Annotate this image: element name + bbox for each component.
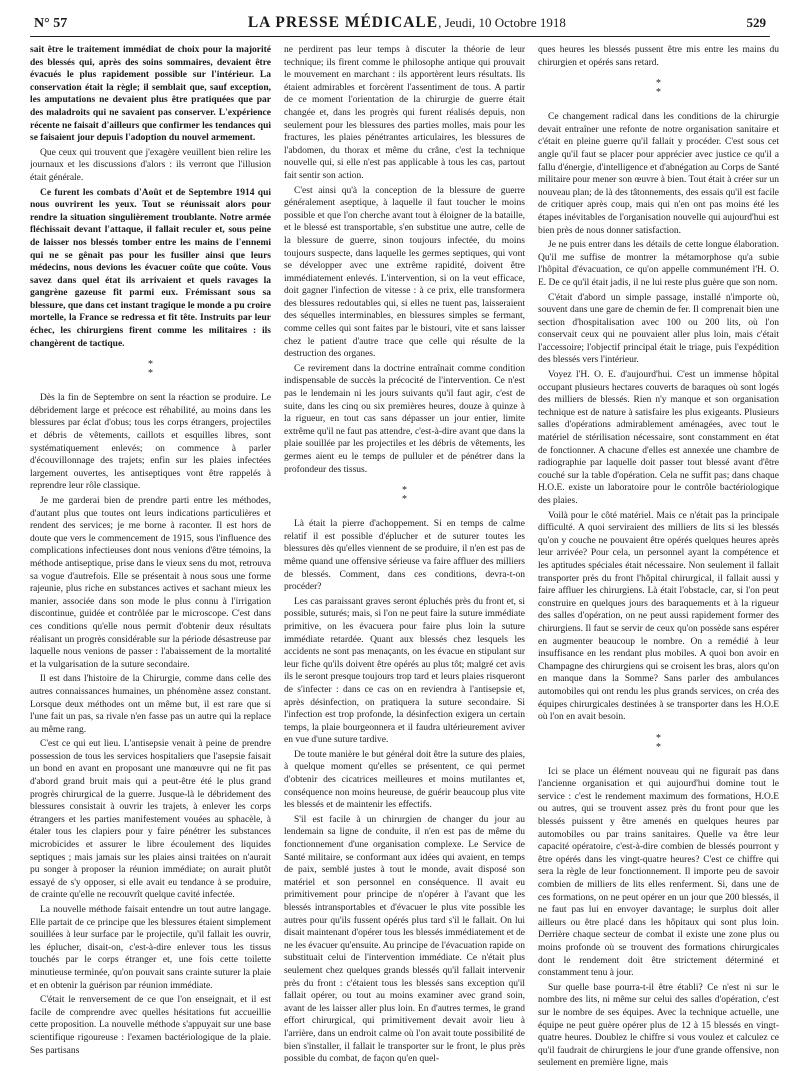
paragraph: Voyez l'H. O. E. d'aujourd'hui. C'est un immense hôpital occupant plusieurs hectares couverts de baraques où sont logés des milliers de blessés. Rien n'y manque et son organisation technique est de nature à satisfaire les plus exigeants. Plusieurs salles d'opérations admirablement aménagées, avec tout le matériel de stérilisation nécessaire, sont constamment en état de fonctionner. A chacune d'elles est annexée une chambre de radiographie par laquelle doit passer tout blessé avant d'être couché sur la table d'opération. Cela ne suffit pas; dans chaque H.O.E. existe un laboratoire pour le contrôle bactériologique des plaies. [538, 370, 779, 506]
paragraph: Ici se place un élément nouveau qui ne figurait pas dans l'ancienne organisation et qui aujourd'hui domine tout le service : c'est le rendement maximum des formations, H.O.E ou autres, qui se trouvent assez près du front pour que les blessés puissent y être amenés en quelques heures par automobiles ou par trains sanitaires. Quelle va être leur capacité opératoire, c'est-à-dire combien de blessés pourront y être opérés dans les vingt-quatre heures? C'est ce chiffre qui sera la règle de leur fonctionnement. Il importe peu de savoir combien de milliers de lits elles renferment. Si, dans une de ces formations, on ne peut opérer en un jour que 200 blessés, il ne faut pas lui en envoyer davantage; le surplus doit aller ailleurs ou être placé dans les hôpitaux qui sont plus loin. Derrière chaque secteur de combat il existe une zone plus ou moins profonde où se trouvent des formations chirurgicales dont le rendement doit être strictement déterminé et constamment tenu à jour. [538, 766, 779, 979]
paragraph: Ce furent les combats d'Août et de Septembre 1914 qui nous ouvrirent les yeux. Tout se réunissait alors pour rendre la situation singulièrement troublante. Notre armée fléchissait devant l'attaque, il fallait reculer et, sous peine de laisser nos blessés tomber entre les mains de l'ennemi qui ne se gênait pas pour les fusiller ainsi que leurs médecins, nous devions les évacuer coûte que coûte. Vous savez dans quel état ils arrivaient et quels ravages la gangrène gazeuse fit parmi eux. Frémissant sous sa blessure, que dans cet instant tragique le monde a pu croire mortelle, la France se redressa et fit tête. Instruits par leur échec, les chirurgiens firent comme les militaires : ils changèrent de tactique. [30, 187, 271, 349]
text-columns [30, 44, 779, 1076]
paragraph: ques heures les blessés pussent être mis entre les mains du chirurgien et opérés sans retard. [538, 45, 779, 68]
paragraph: Je ne puis entrer dans les détails de cette longue élaboration. Qu'il me suffise de montrer la métamorphose qu'a subie l'hôpital d'évacuation, ce qu'on appelle communément l'H. O. E. De ce qu'il était jadis, il ne lui reste plus guère que son nom. [538, 240, 779, 288]
paragraph: Les cas paraissant graves seront épluchés près du front et, si possible, suturés; mais, si l'on ne peut faire la suture immédiate primitive, on les évacuera pour faire plus loin la suture immédiate retardée. Quant aux blessés chez lesquels les accidents ne sont pas menaçants, on les évacue en stipulant sur leur fiche qu'ils doivent être opérés au plus tôt; malgré cet avis ils le seront presque toujours trop tard et leurs plaies risqueront de s'infecter : dans ce cas on en reviendra à l'antisepsie et, après désinfection, on pratiquera la suture secondaire. Si l'infection est trop profonde, la désinfection exigera un certain temps, la plaie bourgeonnera et il faudra ultérieurement aviver en vue d'une suture tardive. [284, 596, 525, 746]
paragraph: C'était le renversement de ce que l'on enseignait, et il est facile de comprendre avec quelles hésitations fut accueillie cette proposition. La nouvelle méthode s'appuyait sur une base scientifique rigoureuse : l'examen bactériologique de la plaie. Ses partisans [30, 995, 271, 1056]
masthead [248, 14, 566, 32]
section-separator: * * [402, 485, 407, 506]
paragraph: Sur quelle base pourra-t-il être établi? Ce n'est ni sur le nombre des lits, ni même sur celui des salles d'opération, c'est sur le nombre de ses équipes. Avec la technique actuelle, une équipe ne peut guère opérer plus de 12 à 15 blessés en vingt-quatre heures. Doublez le chiffre si vous voulez et calculez ce qu'il faudrait de chirurgiens le jour d'une grande offensive, non seulement en première ligne, mais [538, 982, 779, 1069]
column-2 [284, 44, 525, 1076]
paragraph: C'est ainsi qu'à la conception de la blessure de guerre généralement aseptique, à laquelle il faut toucher le moins possible et que l'on cherche avant tout à éloigner de la bataille, et le blessé est transportable, s'en substitue une autre, celle de la blessure de guerre, sinon toujours infectée, du moins toujours suspecte, dans laquelle les germes septiques, qui vont se développer avec une extrême rapidité, doivent être immédiatement enlevés. L'intervention, si on la veut efficace, doit gagner l'infection de vitesse : à ce prix, elle transformera des blessures redoutables qui, si elles ne tuent pas, laisseraient des séquelles interminables, en blessures simples se fermant, comme celles qui sont faites par le bistouri, vite et sans laisser chez le patient d'autre trace que celle qui résulte de la destruction des organes. [284, 185, 525, 360]
paragraph: Que ceux qui trouvent que j'exagère veuillent bien relire les journaux et les discussions d'alors : ils verront que l'illusion était générale. [30, 147, 271, 183]
section-separator: * * [148, 359, 153, 380]
issue-date: , Jeudi, 10 Octobre 1918 [438, 15, 566, 30]
paragraph: Là était la pierre d'achoppement. Si en temps de calme relatif il est possible d'éplucher et de suturer toutes les blessures dès qu'elles viennent de se produire, il n'en est pas de même quand une offensive sérieuse va faire affluer des milliers de blessés. Comment, dans ces conditions, devra-t-on procéder? [284, 519, 525, 593]
paragraph: Ce changement radical dans les conditions de la chirurgie devait entraîner une refonte de notre organisation sanitaire et c'était en pleine guerre qu'il fallait y procéder. C'est sous cet angle qu'il faut se placer pour apprécier avec justice ce qu'il a fallu d'énergie, d'intelligence et d'abnégation au Corps de Santé militaire pour mener son œuvre à bien. Tout était à créer sur un nouveau plan; de là des tâtonnements, des essais qu'il est facile de critiquer après coup, mais qui n'en ont pas moins été les étapes inévitables de l'organisation nouvelle qui aujourd'hui est bien près de nous donner satisfaction. [538, 112, 779, 236]
paragraph: Il est dans l'histoire de la Chirurgie, comme dans celle des autres connaissances humaines, un phénomène assez constant. Lorsque deux méthodes ont un même but, il est rare que si l'une fait un pas, sa rivale n'en fasse pas un autre qui la replace au même rang. [30, 674, 271, 735]
header-rule [30, 36, 770, 37]
page-number: 529 [746, 15, 766, 30]
journal-title: LA PRESSE MÉDICALE [247, 14, 439, 31]
paragraph: Dès la fin de Septembre on sent la réaction se produire. Le débridement large et précoce est réhabilité, au moins dans les blessures par éclat d'obus; tous les corps étrangers, projectiles et débris de vêtements, caillots et esquilles libres, sont systématiquement enlevés; on commence à parler d'écouvillonnage des trajets; enfin sur les plaies infectées largement ouvertes, les antiseptiques vont être rappelés à reprendre leur rôle classique. [30, 393, 271, 492]
section-separator: * * [656, 732, 661, 753]
paragraph: Ce revirement dans la doctrine entraînait comme condition indispensable de succès la précocité de l'intervention. Ce n'est pas le lendemain ni les jours suivants qu'il faut agir, c'est de suite, dans les cinq ou six premières heures, douze à quinze à la rigueur, en tout cas sans dépasser un jour entier, limite extrême qu'il ne faut pas attendre, c'est-à-dire avant que dans la plaie souillée par les projectiles et les débris de vêtements, les germes aient eu le temps de pulluler et de pénétrer dans la profondeur des tissus. [284, 363, 525, 475]
column-3 [538, 44, 779, 1076]
column-1 [30, 44, 271, 1076]
paragraph: sait être le traitement immédiat de choix pour la majorité des blessés qui, après des soins sommaires, devaient être évacués le plus rapidement possible sur l'intérieur. La conservation était la règle; il semblait que, sauf exception, les amputations ne devaient plus être pratiquées que par des maladroits qui ne savaient pas conserver. L'expérience récente ne faisait d'ailleurs que confirmer les tendances qui se faisaient jour depuis l'adoption du nouvel armement. [30, 45, 271, 144]
section-separator: * * [656, 78, 661, 99]
paragraph: De toute manière le but général doit être la suture des plaies, à quelque moment qu'elles se présentent, ce qui permet d'obtenir des cicatrices meilleures et moins mutilantes et, conséquence non moins heureuse, de guérir beaucoup plus vite les blessés et de maintenir les effectifs. [284, 749, 525, 811]
page-header [34, 14, 766, 34]
paragraph: S'il est facile à un chirurgien de changer du jour au lendemain sa ligne de conduite, il n'en est pas de même du fonctionnement d'une organisation complexe. Le Service de Santé militaire, se conformant aux idées qui avaient, en temps de paix, semblé justes à tout le monde, avait disposé son matériel et son personnel en conséquence. Il avait eu primitivement pour principe de n'opérer à l'avant que les blessés intransportables et d'évacuer le plus vite possible les autres pour qu'ils fussent opérés plus tard s'il le fallait. On lui disait maintenant d'opérer tous les blessés immédiatement et de ne les évacuer qu'ensuite. Au principe de l'évacuation rapide on substituait celui de l'intervention immédiate. Ce n'était plus seulement chez quelques grands blessés qu'il fallait intervenir près du front : c'étaient tous les blessés sans exception qu'il fallait opérer, ou tout au moins examiner avec grand soin, avant de les laisser aller plus loin. En d'autres termes, le grand effort chirurgical, qui primitivement devait avoir lieu à l'arrière, dans un endroit calme où l'on avait toute possibilité de bien s'installer, il fallait le transporter sur le front, le plus près possible du combat, de façon qu'en quel- [284, 814, 525, 1065]
paragraph: C'était d'abord un simple passage, installé n'importe où, souvent dans une gare de chemin de fer. Il comprenait bien une section d'hospitalisation avec 100 ou 200 lits, où l'on conservait ceux qui ne pouvaient aller plus loin, mais c'était l'accessoire; l'objectif principal était le triage, puis l'expédition des blessés vers l'intérieur. [538, 292, 779, 366]
issue-number: N° 57 [34, 16, 68, 31]
paragraph: Voilà pour le côté matériel. Mais ce n'était pas la principale difficulté. A quoi serviraient des milliers de lits si les blessés qu'on y couche ne pouvaient être opérés quelques heures après leur arrivée? Pour cela, un personnel ayant la compétence et les aptitudes spéciales était nécessaire. Non seulement il fallait transporter près du front l'hôpital chirurgical, il fallait aussi y faire affluer les chirurgiens. Là était l'obstacle, car, si l'on peut construire en quelques jours des baraquements et à la rigueur des salles d'opération, on ne peut aussi rapidement former des chirurgiens. Il faut se servir de ceux qu'on possède sans espérer en augmenter beaucoup le nombre. On a remédié à leur insuffisance en les rendant plus mobiles. A quoi bon avoir en Champagne des chirurgiens qui se croisent les bras, alors qu'on en manque dans la Somme? Sans parler des ambulances automobiles qui ont rendu les plus grands services, on créa des équipes chirurgicales destinées à se transporter dans les H.O.E où l'on en avait besoin. [538, 510, 779, 723]
paragraph: ne perdirent pas leur temps à discuter la théorie de leur technique; ils firent comme le philosophe antique qui prouvait le mouvement en marchant : ils apportèrent leurs résultats. Ils étaient admirables et forcèrent l'assentiment de tous. A partir de ce moment l'orientation de la chirurgie de guerre était changée et, dans les progrès qui furent réalisés depuis, non seulement pour les blessures des parties molles, mais pour les fractures, les plaies pénétrantes articulaires, les blessures de l'abdomen, du thorax et même du crâne, c'est la technique nouvelle qui, si elle n'est pas applicable à tous les cas, partout fait sentir son action. [284, 45, 525, 181]
paragraph: La nouvelle méthode faisait entendre un tout autre langage. Elle partait de ce principe que les blessures étaient simplement souillées à leur surface par le projectile, qu'il fallait les ouvrir, les éplucher, disait-on, c'est-à-dire enlever tous les tissus touchés par le corps étranger et, une fois cette toilette minutieuse terminée, qu'on pouvait sans crainte suturer la plaie et en obtenir la guérison par réunion immédiate. [30, 905, 271, 991]
paragraph: Je me garderai bien de prendre parti entre les méthodes, d'autant plus que toutes ont leurs indications particulières et rendent des services; je me borne à raconter. Il est hors de doute que vers le commencement de 1915, sous l'influence des complications infectieuses dont nous venions d'être témoins, la méthode antiseptique, prise dans le vieux sens du mot, retrouva sa vogue d'autrefois. Elle se présentait à nous sous une forme rajeunie, plus riche en substances actives et sachant mieux les manier, associée dans son mode le plus connu à l'irrigation discontinue, guidée et contrôlée par le microscope. C'est dans ces conditions qu'elle nous permit d'obtenir deux résultats réalisant un progrès considérable sur la période désastreuse par laquelle nous venions de passer : l'abaissement de la mortalité et la vulgarisation de la suture secondaire. [30, 496, 271, 670]
paragraph: C'est ce qui eut lieu. L'antisepsie venait à peine de prendre possession de tous les services hospitaliers que l'asepsie faisait un bond en avant en proposant une manœuvre qui ne fit pas d'abord grand bruit mais qui a peut-être été le plus grand progrès chirurgical de la guerre. Jusque-là le débridement des blessures consistait à ouvrir les trajets, à enlever les corps étrangers et les parties manifestement vouées au sphacèle, à étaler tous les clapiers pour y faire pénétrer les substances microbicides et assurer le libre écoulement des liquides septiques ; mais jamais sur les plaies ainsi traitées on n'aurait pu songer à proposer la réunion immédiate; on aurait plutôt essayé de s'y opposer, si elle avait eu tendance à se produire, de crainte qu'elle ne recouvrît quelque cavité infectée. [30, 739, 271, 901]
